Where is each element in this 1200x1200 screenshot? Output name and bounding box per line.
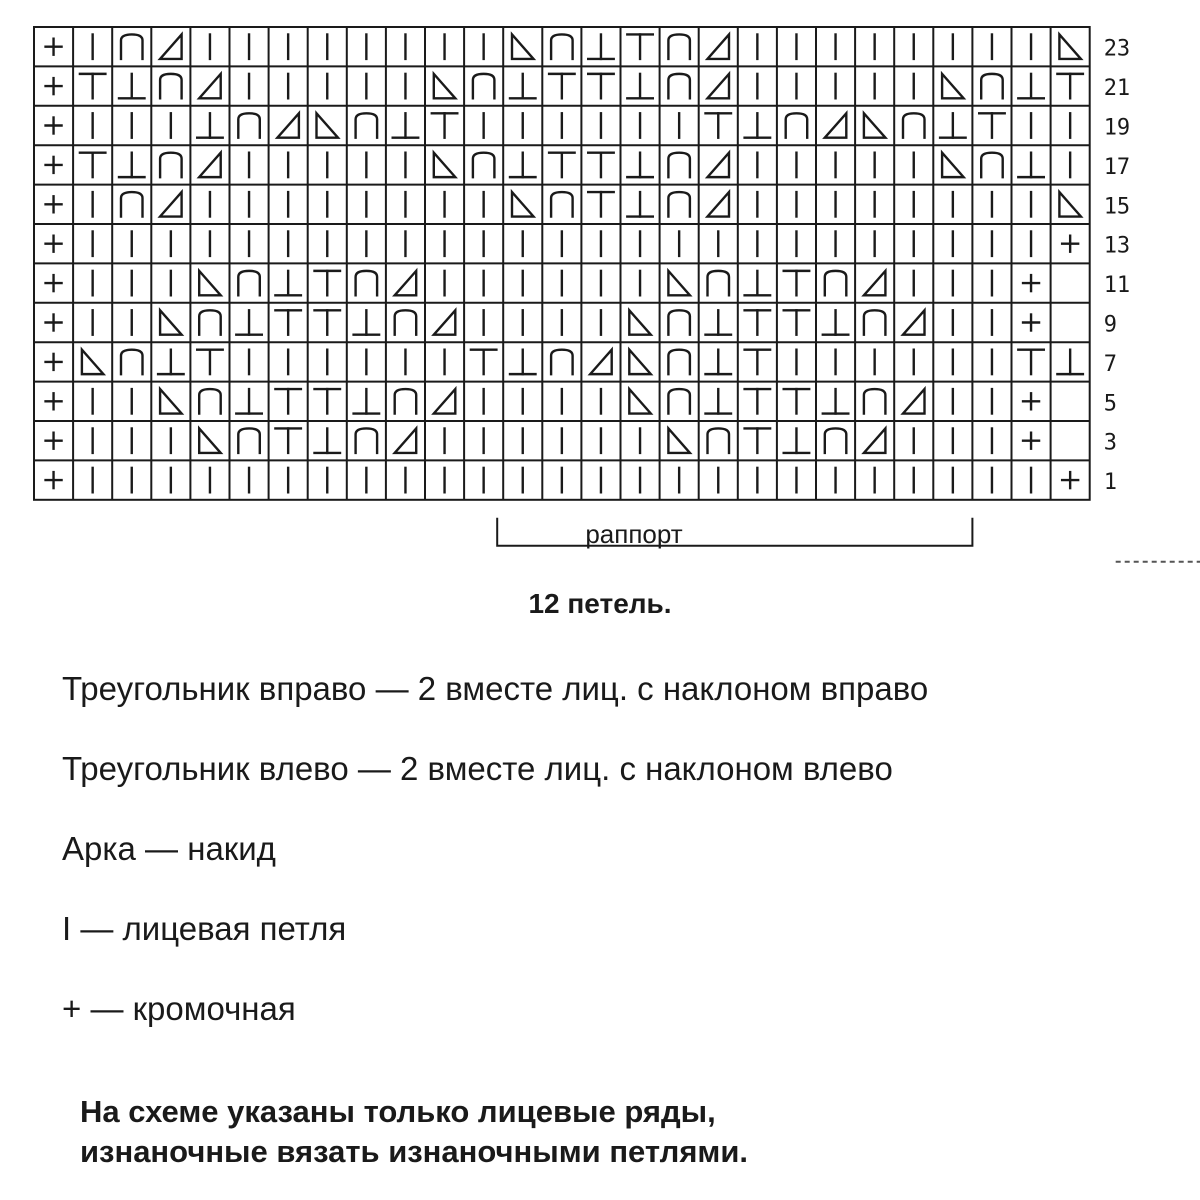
yarn-over-arch-mark — [668, 350, 690, 374]
yarn-over-arch-mark — [668, 34, 690, 58]
yarn-over-arch-mark — [356, 271, 378, 295]
yarn-over-arch-mark — [199, 389, 221, 413]
edge-stitch-mark — [46, 157, 62, 173]
left-triangle-mark — [707, 153, 729, 177]
t-bar-mark — [275, 389, 301, 413]
t-bar-mark — [197, 350, 223, 374]
inverted-t-mark — [354, 310, 380, 334]
edge-stitch-mark — [1062, 236, 1078, 252]
purl-rows-note — [80, 1092, 748, 1172]
yarn-over-arch-mark — [238, 271, 260, 295]
edge-stitch-mark — [1023, 315, 1039, 331]
row-number-label: 17 — [1103, 154, 1131, 180]
yarn-over-arch-mark — [199, 310, 221, 334]
right-triangle-mark — [1059, 34, 1081, 58]
t-bar-mark — [1057, 74, 1083, 98]
legend-right-triangle: Треугольник вправо — 2 вместе лиц. с наклоном вправо — [62, 670, 929, 707]
inverted-t-mark — [823, 310, 849, 334]
inverted-t-mark — [745, 271, 771, 295]
repeat-bracket — [497, 518, 1200, 562]
t-bar-mark — [471, 350, 497, 374]
right-triangle-mark — [512, 192, 534, 216]
left-triangle-mark — [590, 350, 612, 374]
left-triangle-mark — [277, 113, 299, 137]
yarn-over-arch-mark — [668, 74, 690, 98]
chart-row — [46, 34, 1081, 58]
t-bar-mark — [784, 389, 810, 413]
yarn-over-arch-mark — [981, 74, 1003, 98]
chart-row — [46, 192, 1081, 216]
yarn-over-arch-mark — [473, 74, 495, 98]
edge-stitch-mark — [46, 196, 62, 212]
row-number-label: 13 — [1103, 233, 1131, 259]
row-number-label: 9 — [1103, 312, 1117, 338]
edge-stitch-mark — [46, 472, 62, 488]
yarn-over-arch-mark — [668, 192, 690, 216]
chart-row — [46, 153, 1071, 177]
left-triangle-mark — [199, 74, 221, 98]
t-bar-mark — [275, 310, 301, 334]
inverted-t-mark — [940, 113, 966, 137]
right-triangle-mark — [668, 428, 690, 452]
yarn-over-arch-mark — [160, 74, 182, 98]
edge-stitch-mark — [46, 354, 62, 370]
right-triangle-mark — [160, 310, 182, 334]
legend-edge: + — кромочная — [62, 990, 296, 1027]
right-triangle-mark — [942, 74, 964, 98]
yarn-over-arch-mark — [981, 153, 1003, 177]
t-bar-mark — [314, 310, 340, 334]
right-triangle-mark — [668, 271, 690, 295]
edge-stitch-mark — [1062, 472, 1078, 488]
left-triangle-mark — [199, 153, 221, 177]
chart-row — [46, 468, 1079, 492]
left-triangle-mark — [434, 310, 456, 334]
inverted-t-mark — [236, 389, 262, 413]
right-triangle-mark — [629, 389, 651, 413]
inverted-t-mark — [588, 34, 614, 58]
t-bar-mark — [784, 310, 810, 334]
yarn-over-arch-mark — [356, 428, 378, 452]
inverted-t-mark — [354, 389, 380, 413]
knitting-chart — [0, 0, 1200, 580]
inverted-t-mark — [705, 310, 731, 334]
inverted-t-mark — [1057, 350, 1083, 374]
yarn-over-arch-mark — [668, 389, 690, 413]
inverted-t-mark — [705, 350, 731, 374]
yarn-over-arch-mark — [356, 113, 378, 137]
legend-arch: Арка — накид — [62, 830, 276, 867]
yarn-over-arch-mark — [825, 271, 847, 295]
chart-row — [46, 113, 1071, 137]
note-line-1: На схеме указаны только лицевые ряды, — [80, 1094, 716, 1129]
yarn-over-arch-mark — [707, 428, 729, 452]
yarn-over-arch-mark — [551, 34, 573, 58]
yarn-over-arch-mark — [864, 310, 886, 334]
t-bar-mark — [588, 192, 614, 216]
yarn-over-arch-mark — [551, 350, 573, 374]
edge-stitch-mark — [1023, 393, 1039, 409]
right-triangle-mark — [512, 34, 534, 58]
yarn-over-arch-mark — [395, 389, 417, 413]
inverted-t-mark — [627, 74, 653, 98]
note-line-2: изнаночные вязать изнаночными петлями. — [80, 1134, 749, 1169]
left-triangle-mark — [707, 192, 729, 216]
row-number-label: 11 — [1103, 273, 1131, 299]
inverted-t-mark — [705, 389, 731, 413]
right-triangle-mark — [864, 113, 886, 137]
t-bar-mark — [627, 34, 653, 58]
edge-stitch-mark — [46, 433, 62, 449]
t-bar-mark — [80, 153, 106, 177]
yarn-over-arch-mark — [551, 192, 573, 216]
inverted-t-mark — [510, 74, 536, 98]
yarn-over-arch-mark — [668, 310, 690, 334]
yarn-over-arch-mark — [864, 389, 886, 413]
yarn-over-arch-mark — [238, 428, 260, 452]
left-triangle-mark — [707, 34, 729, 58]
inverted-t-mark — [784, 428, 810, 452]
t-bar-mark — [784, 271, 810, 295]
edge-stitch-mark — [1023, 275, 1039, 291]
t-bar-mark — [1018, 350, 1044, 374]
right-triangle-mark — [1059, 192, 1081, 216]
yarn-over-arch-mark — [786, 113, 808, 137]
yarn-over-arch-mark — [473, 153, 495, 177]
t-bar-mark — [745, 310, 771, 334]
yarn-over-arch-mark — [238, 113, 260, 137]
inverted-t-mark — [627, 192, 653, 216]
t-bar-mark — [588, 153, 614, 177]
t-bar-mark — [745, 389, 771, 413]
inverted-t-mark — [1018, 74, 1044, 98]
t-bar-mark — [275, 428, 301, 452]
edge-stitch-mark — [46, 39, 62, 55]
inverted-t-mark — [275, 271, 301, 295]
yarn-over-arch-mark — [121, 34, 143, 58]
row-number-label: 3 — [1103, 430, 1117, 456]
row-number-label: 5 — [1103, 391, 1117, 417]
row-number-label: 19 — [1103, 115, 1131, 141]
edge-stitch-mark — [46, 78, 62, 94]
right-triangle-mark — [316, 113, 338, 137]
inverted-t-mark — [119, 153, 145, 177]
right-triangle-mark — [629, 350, 651, 374]
t-bar-mark — [979, 113, 1005, 137]
left-triangle-mark — [160, 192, 182, 216]
repeat-bracket-line — [497, 518, 972, 546]
chart-row — [46, 350, 1083, 374]
row-number-label: 1 — [1103, 470, 1117, 496]
right-triangle-mark — [942, 153, 964, 177]
t-bar-mark — [80, 74, 106, 98]
inverted-t-mark — [393, 113, 419, 137]
chart-row — [46, 231, 1079, 255]
right-triangle-mark — [434, 74, 456, 98]
right-triangle-mark — [434, 153, 456, 177]
left-triangle-mark — [825, 113, 847, 137]
yarn-over-arch-mark — [707, 271, 729, 295]
yarn-over-arch-mark — [395, 310, 417, 334]
t-bar-mark — [432, 113, 458, 137]
row-number-label: 21 — [1103, 76, 1131, 102]
legend-knit: I — лицевая петля — [62, 910, 347, 947]
row-number-label: 23 — [1103, 36, 1131, 62]
yarn-over-arch-mark — [160, 153, 182, 177]
t-bar-mark — [588, 74, 614, 98]
row-number-label: 15 — [1103, 194, 1131, 220]
inverted-t-mark — [236, 310, 262, 334]
edge-stitch-mark — [46, 118, 62, 134]
right-triangle-mark — [160, 389, 182, 413]
inverted-t-mark — [119, 74, 145, 98]
row-number-label: 7 — [1103, 351, 1117, 377]
t-bar-mark — [745, 350, 771, 374]
left-triangle-mark — [707, 74, 729, 98]
edge-stitch-mark — [1023, 433, 1039, 449]
yarn-over-arch-mark — [903, 113, 925, 137]
legend-left-triangle: Треугольник влево — 2 вместе лиц. с наклоном влево — [62, 750, 893, 787]
inverted-t-mark — [510, 350, 536, 374]
inverted-t-mark — [627, 153, 653, 177]
right-triangle-mark — [199, 428, 221, 452]
left-triangle-mark — [864, 428, 886, 452]
stitch-count-caption: 12 петель. — [528, 588, 672, 619]
inverted-t-mark — [510, 153, 536, 177]
inverted-t-mark — [197, 113, 223, 137]
inverted-t-mark — [314, 428, 340, 452]
inverted-t-mark — [745, 113, 771, 137]
t-bar-mark — [549, 153, 575, 177]
left-triangle-mark — [903, 310, 925, 334]
yarn-over-arch-mark — [121, 350, 143, 374]
repeat-label: раппорт — [585, 519, 683, 549]
inverted-t-mark — [823, 389, 849, 413]
yarn-over-arch-mark — [825, 428, 847, 452]
edge-stitch-mark — [46, 275, 62, 291]
left-triangle-mark — [864, 271, 886, 295]
chart-row — [46, 74, 1083, 98]
t-bar-mark — [314, 389, 340, 413]
t-bar-mark — [549, 74, 575, 98]
yarn-over-arch-mark — [668, 153, 690, 177]
left-triangle-mark — [395, 428, 417, 452]
edge-stitch-mark — [46, 236, 62, 252]
edge-stitch-mark — [46, 393, 62, 409]
right-triangle-mark — [199, 271, 221, 295]
edge-stitch-mark — [46, 315, 62, 331]
left-triangle-mark — [903, 389, 925, 413]
right-triangle-mark — [629, 310, 651, 334]
left-triangle-mark — [434, 389, 456, 413]
t-bar-mark — [745, 428, 771, 452]
inverted-t-mark — [1018, 153, 1044, 177]
right-triangle-mark — [82, 350, 104, 374]
left-triangle-mark — [160, 34, 182, 58]
t-bar-mark — [705, 113, 731, 137]
yarn-over-arch-mark — [121, 192, 143, 216]
t-bar-mark — [314, 271, 340, 295]
row-numbers — [1104, 37, 1131, 495]
left-triangle-mark — [395, 271, 417, 295]
inverted-t-mark — [158, 350, 184, 374]
